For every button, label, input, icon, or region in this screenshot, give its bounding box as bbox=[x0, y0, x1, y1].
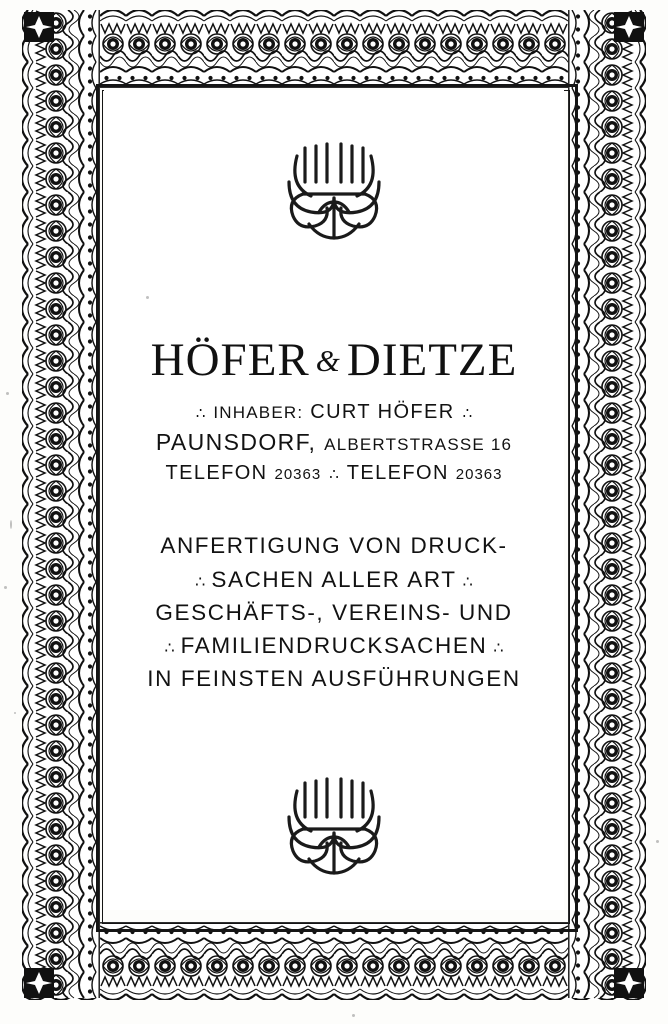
border-band-left bbox=[22, 10, 100, 1000]
card-content bbox=[104, 90, 564, 910]
scan-speckle bbox=[352, 1014, 355, 1017]
owner-name: CURT HÖFER bbox=[310, 401, 455, 423]
scan-speckle bbox=[14, 712, 16, 714]
border-band-right bbox=[568, 10, 646, 1000]
services-line-text: IN FEINSTEN AUSFÜHRUNGEN bbox=[147, 665, 521, 691]
phone-label-right: TELEFON bbox=[346, 462, 449, 485]
services-line bbox=[147, 662, 520, 695]
scan-speckle bbox=[6, 392, 9, 395]
scan-speckle bbox=[656, 840, 659, 843]
ornament-dots: ∴ bbox=[493, 639, 504, 657]
ornament-dots: ∴ bbox=[195, 573, 206, 591]
services-line bbox=[147, 596, 520, 629]
owner-label: INHABER: bbox=[213, 403, 304, 422]
phone-label-left: TELEFON bbox=[165, 462, 268, 485]
corner-star-ornament-bottom-right bbox=[614, 968, 644, 998]
address-block bbox=[156, 398, 512, 487]
border-band-bottom bbox=[22, 922, 646, 1000]
ornament-dots-right: ∴ bbox=[462, 405, 473, 422]
services-line bbox=[147, 529, 520, 562]
services-line-text: SACHEN ALLER ART bbox=[211, 566, 457, 592]
services-line-text: ANFERTIGUNG VON DRUCK- bbox=[160, 533, 508, 559]
ornament-dots: ∴ bbox=[462, 573, 473, 591]
art-nouveau-floral-ornament-icon-top bbox=[275, 138, 393, 255]
art-nouveau-floral-ornament-icon-bottom bbox=[275, 773, 393, 890]
ornament-dots: ∴ bbox=[164, 639, 175, 657]
services-block bbox=[147, 529, 520, 694]
corner-star-ornament-bottom-left bbox=[24, 968, 54, 998]
telephone-line bbox=[156, 459, 512, 487]
border-band-top bbox=[22, 10, 646, 88]
services-line bbox=[147, 563, 520, 596]
corner-star-ornament-top-left bbox=[24, 12, 54, 42]
headline-right: DIETZE bbox=[346, 334, 518, 386]
ornament-dots-left: ∴ bbox=[195, 405, 206, 422]
street-label: ALBERTSTRASSE 16 bbox=[324, 435, 513, 455]
services-line bbox=[147, 629, 520, 662]
scan-speckle bbox=[4, 586, 7, 589]
headline-ampersand: & bbox=[315, 343, 341, 378]
page-title bbox=[150, 334, 518, 386]
scan-speckle bbox=[10, 520, 12, 529]
corner-star-ornament-top-right bbox=[614, 12, 644, 42]
street-line bbox=[156, 426, 512, 459]
services-line-text: GESCHÄFTS-, VEREINS- UND bbox=[155, 599, 513, 625]
owner-line bbox=[156, 398, 512, 426]
phone-number-right: 20363 bbox=[455, 466, 503, 484]
headline-left: HÖFER bbox=[150, 334, 310, 386]
services-line-text: FAMILIENDRUCKSACHEN bbox=[180, 632, 488, 658]
scan-speckle bbox=[640, 472, 643, 475]
city-label: PAUNSDORF, bbox=[155, 429, 317, 456]
ornament-dots-middle: ∴ bbox=[329, 466, 339, 484]
phone-number-left: 20363 bbox=[274, 466, 322, 484]
scan-speckle bbox=[146, 296, 149, 299]
